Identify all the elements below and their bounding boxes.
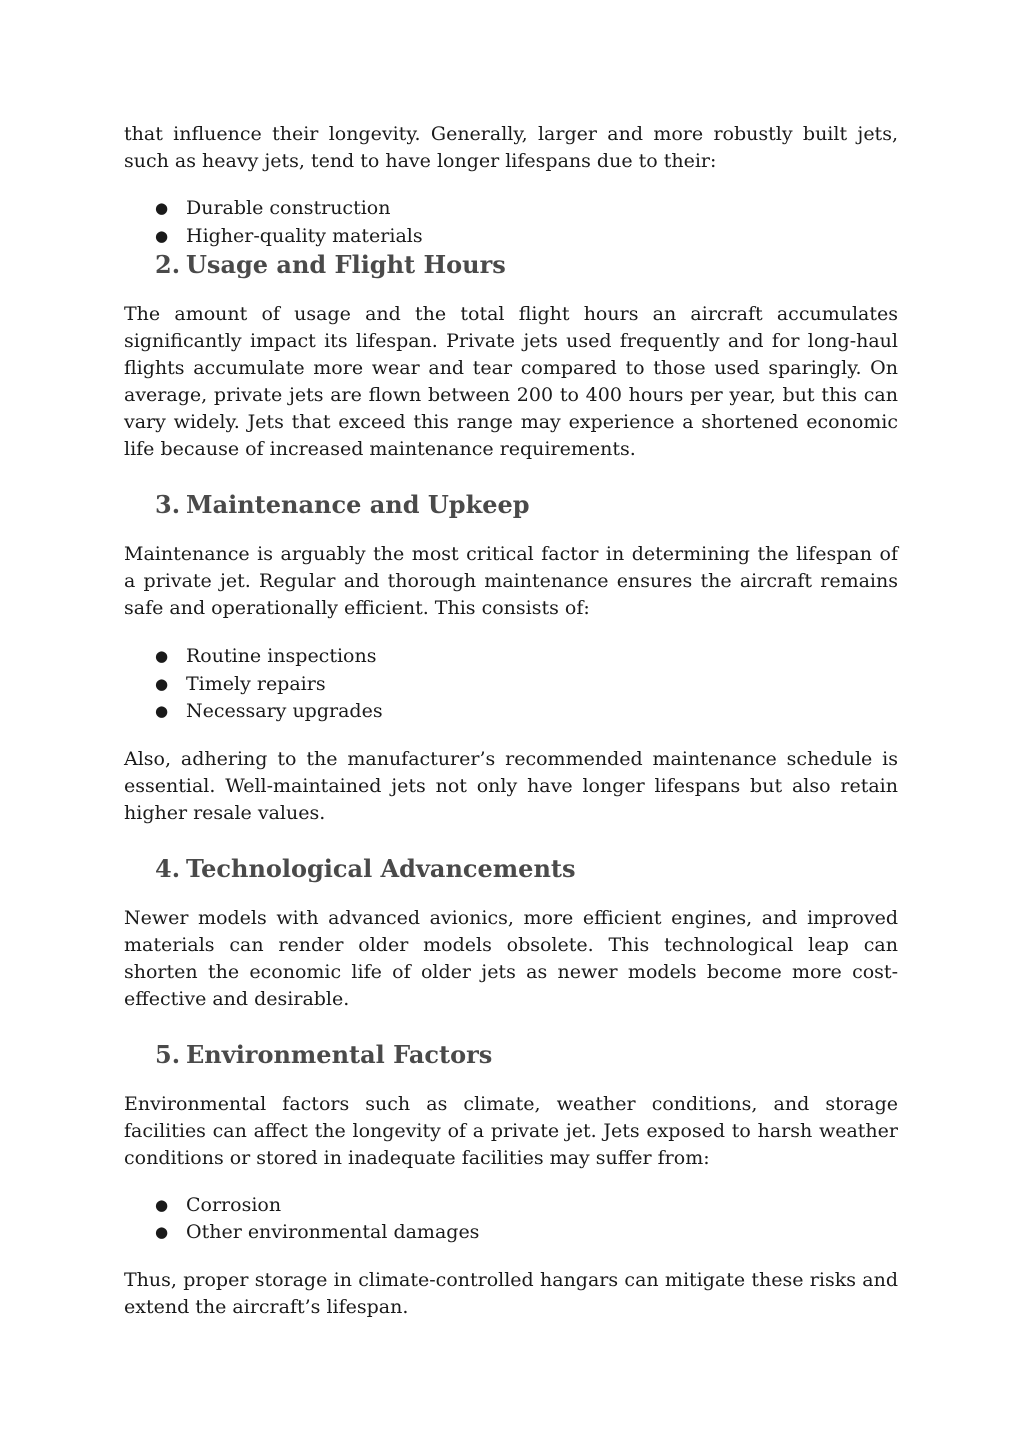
maintenance-paragraph-2: Also, adhering to the manufacturer’s recommended maintenance schedule is essential. Well-maintained jets not only have longer lifespans but also retain higher resale values. (124, 747, 898, 824)
environment-paragraph-2: Thus, proper storage in climate-controlled hangars can mitigate these risks and extend the aircraft’s lifespan. (124, 1268, 898, 1318)
list-item: ● Other environmental damages (124, 1219, 898, 1247)
maintenance-bullet-list (124, 643, 898, 726)
section-title: Maintenance and Upkeep (186, 490, 530, 519)
list-item: ● Durable construction (124, 195, 898, 223)
section-heading-environment (124, 1040, 898, 1070)
list-item: ● Timely repairs (124, 671, 898, 699)
section-title: Technological Advancements (186, 853, 576, 883)
intro-bullet-list (124, 195, 898, 250)
list-item: ● Routine inspections (124, 643, 898, 671)
environment-bullet-list (124, 1192, 898, 1247)
document-page (124, 121, 898, 1321)
section-heading-usage (124, 250, 898, 280)
intro-paragraph: that influence their longevity. Generally, larger and more robustly built jets, such as heavy jets, tend to have longer lifespans due to their: (124, 123, 898, 172)
maintenance-paragraph: Maintenance is arguably the most critical factor in determining the lifespan of a private jet. Regular and thorough maintenance ensures the aircraft remains safe and operationally efficient. This consists of: (124, 543, 898, 619)
usage-paragraph: The amount of usage and the total flight hours an aircraft accumulates significantly impact its lifespan. Private jets used frequently and for long-haul flights accumulate more wear and tear compared to those used sparingly. On average, private jets are flown between 200 to 400 hours per year, but this can vary widely. Jets that exceed this range may experience a shortened economic life because of increased maintenance requirements. (124, 303, 898, 460)
section-number: 3. (155, 490, 181, 519)
section-title: Environmental Factors (186, 1039, 493, 1069)
technology-paragraph: Newer models with advanced avionics, more efficient engines, and improved materials can render older models obsolete. This technological leap can shorten the economic life of older jets as newer models become more cost-effective and desirable. (124, 906, 898, 1010)
list-item: ● Higher-quality materials (124, 223, 898, 251)
section-number: 2. (155, 250, 181, 279)
section-heading-maintenance (124, 490, 898, 520)
environment-paragraph: Environmental factors such as climate, weather conditions, and storage facilities can affect the longevity of a private jet. Jets exposed to harsh weather conditions or stored in inadequate facilities may suffer from: (124, 1092, 898, 1169)
section-title: Usage and Flight Hours (186, 250, 506, 279)
section-heading-technology (124, 854, 898, 884)
section-number: 4. (155, 853, 181, 883)
list-item: ● Corrosion (124, 1192, 898, 1220)
section-number: 5. (155, 1039, 181, 1069)
list-item: ● Necessary upgrades (124, 698, 898, 726)
